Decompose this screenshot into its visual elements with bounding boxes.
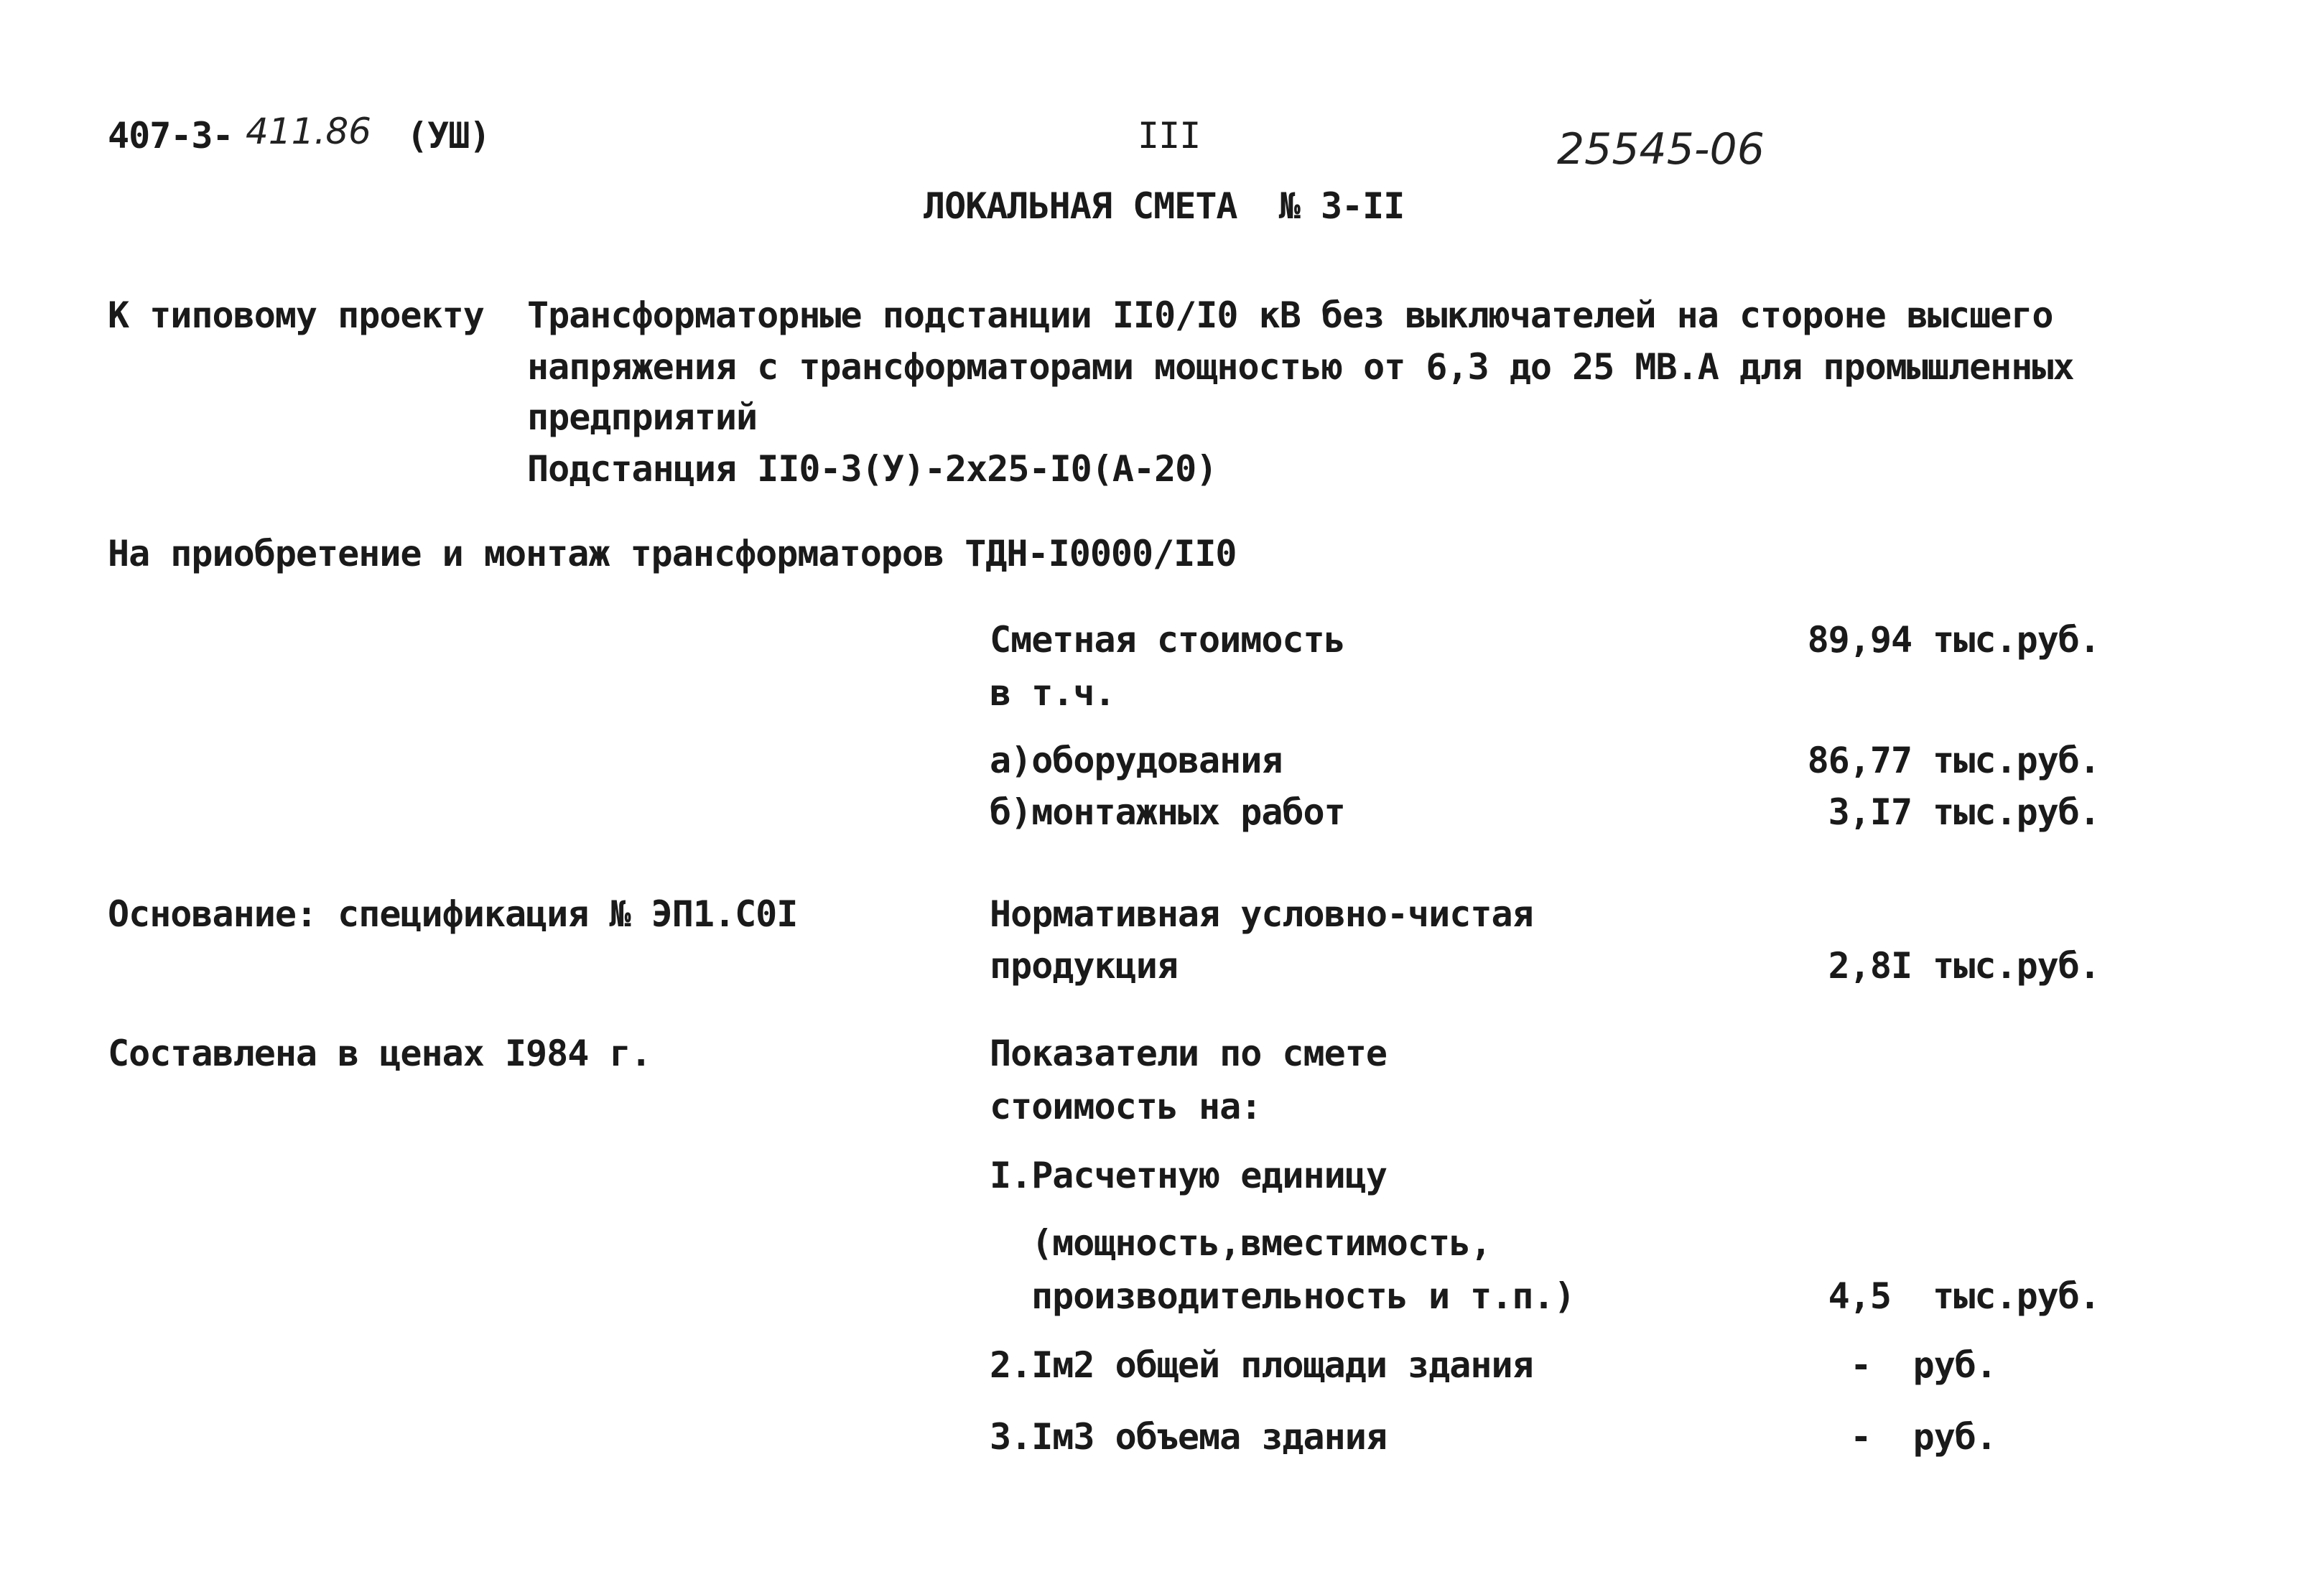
indicators-heading-2: стоимость на:	[990, 1086, 1262, 1127]
indicators-heading-1: Показатели по смете	[990, 1033, 1387, 1074]
equipment-value: 86,77 тыс.руб.	[1807, 740, 2100, 781]
page-number: III	[1138, 115, 1201, 157]
normative-value: 2,8I тыс.руб.	[1828, 945, 2100, 987]
total-cost-label: Сметная стоимость	[990, 619, 1345, 661]
prices-year-line: Составлена в ценах I984 г.	[108, 1033, 651, 1074]
basis-line: Основание: спецификация № ЭП1.С0I	[108, 893, 798, 935]
doc-code-handwritten: 411.86	[246, 111, 371, 152]
indicator-2-value: - руб.	[1850, 1344, 1997, 1386]
indicator-1-value: 4,5 тыс.руб.	[1828, 1275, 2100, 1317]
indicator-1-label: I.Расчетную единицу	[990, 1155, 1387, 1196]
installation-value: 3,I7 тыс.руб.	[1828, 791, 2100, 833]
purpose-line: На приобретение и монтаж трансформаторов ТДН-I0000/II0	[108, 533, 1237, 574]
normative-label-2: продукция	[990, 945, 1178, 987]
document-title: ЛОКАЛЬНАЯ СМЕТА № 3-II	[924, 185, 1405, 227]
project-line-2: напряжения с трансформаторами мощностью от 6,3 до 25 МВ.А для промышленных	[527, 346, 2074, 388]
indicator-2-label: 2.Iм2 общей площади здания	[990, 1344, 1533, 1386]
doc-code: 407-3-	[108, 115, 233, 157]
including-label: в т.ч.	[990, 672, 1115, 714]
installation-label: б)монтажных работ	[990, 791, 1345, 833]
project-label: К типовому проекту	[108, 294, 484, 336]
indicator-1-sub-1: (мощность,вместимость,	[1031, 1222, 1492, 1264]
total-cost-value: 89,94 тыс.руб.	[1807, 619, 2100, 661]
equipment-label: а)оборудования	[990, 740, 1283, 781]
inventory-number-handwritten: 25545-06	[1557, 124, 1765, 174]
indicator-3-value: - руб.	[1850, 1416, 1997, 1458]
project-line-1: Трансформаторные подстанции II0/I0 кВ без выключателей на стороне высшего	[527, 294, 2053, 336]
indicator-1-sub-2: производительность и т.п.)	[1031, 1275, 1575, 1317]
project-line-3: предприятий	[527, 396, 758, 438]
indicator-3-label: 3.Iм3 объема здания	[990, 1416, 1387, 1458]
album-number: (УШ)	[406, 115, 491, 157]
normative-label-1: Нормативная условно-чистая	[990, 893, 1533, 935]
substation-name: Подстанция II0-3(У)-2х25-I0(А-20)	[527, 448, 1217, 490]
